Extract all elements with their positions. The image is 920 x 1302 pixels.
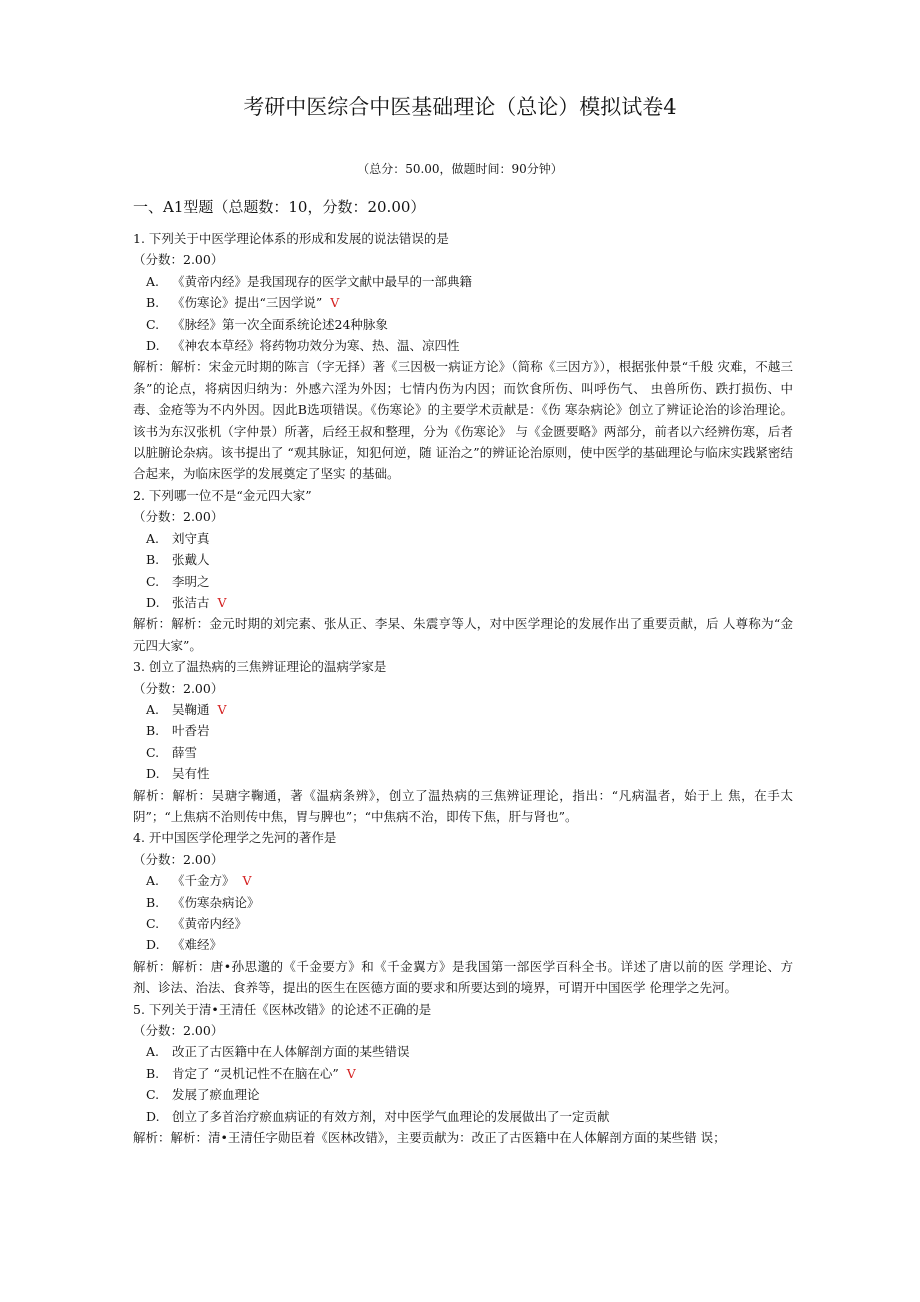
option-letter: D. (146, 338, 160, 354)
option-letter: C. (146, 1087, 160, 1103)
option-letter: B. (146, 894, 160, 910)
question-stem: 3. 创立了温热病的三焦辨证理论的温病学家是 (133, 659, 387, 675)
option-letter: B. (146, 1065, 160, 1081)
explanation: 解析：解析：金元时期的刘完素、张从正、李杲、朱震亨等人，对中医学理论的发展作出了重要贡献，后 人尊称为“金元四大家”。 (133, 616, 793, 653)
option-text: 《黄帝内经》是我国现存的医学文献中最早的一部典籍 (172, 273, 473, 289)
option-letter: A. (146, 873, 160, 889)
question-stem: 4. 开中国医学伦理学之先河的著作是 (133, 830, 337, 846)
option-text: 《难经》 (172, 937, 223, 953)
correct-answer-mark: V (242, 873, 252, 889)
option-text: 《伤寒杂病论》 (172, 894, 260, 910)
option-letter: D. (146, 937, 160, 953)
option (133, 763, 793, 784)
option-text: 发展了瘀血理论 (172, 1087, 260, 1103)
option (133, 549, 793, 570)
option-letter: B. (146, 295, 160, 311)
option (133, 1063, 793, 1084)
question-block (133, 827, 793, 998)
question-score: （分数：2.00） (133, 1023, 224, 1039)
option-text: 肯定了 “灵机记性不在脑在心” (172, 1065, 339, 1081)
explanation: 解析：解析：宋金元时期的陈言（字无择）著《三因极一病证方论》（简称《三因方》），根据张仲景“千般 灾难，不越三条”的论点，将病因归纳为：外感六淫为外因；七情内伤为内因；而饮食所伤、叫呼伤气、 虫兽所伤、跌打损伤、中毒、金疮等为不内外因。因此B选项错误。《伤寒论》的主要学术贡献是：《伤 寒杂病论》创立了辨证论治的诊治理论。该书为东汉张机（字仲景）所著，后经王叔和整理，分为《伤寒论》 与《金匮要略》两部分，前者以六经辨伤寒，后者以脏腑论杂病。该书提出了 “观其脉证，知犯何逆，随 证治之”的辨证论治原则，使中医学的基础理论与临床实践紧密结合起来，为临床医学的发展奠定了坚实 的基础。 (133, 359, 793, 482)
question-score: （分数：2.00） (133, 680, 224, 696)
option-text: 叶香岩 (172, 723, 210, 739)
option-letter: A. (146, 273, 160, 289)
correct-answer-mark: V (330, 295, 340, 311)
option (133, 913, 793, 934)
option (133, 699, 793, 720)
option-text: 《脉经》第一次全面系统论述24种脉象 (172, 316, 388, 332)
option-letter: B. (146, 552, 160, 568)
question-block (133, 485, 793, 656)
option-letter: D. (146, 594, 160, 610)
question-block (133, 656, 793, 827)
option (133, 314, 793, 335)
option-letter: B. (146, 723, 160, 739)
option-text: 刘守真 (172, 530, 210, 546)
explanation: 解析：解析：清•王清任字勋臣着《医林改错》，主要贡献为：改正了古医籍中在人体解剖方面的某些错 误； (133, 1130, 726, 1146)
option (133, 742, 793, 763)
option-letter: D. (146, 1108, 160, 1124)
correct-answer-mark: V (217, 701, 227, 717)
explanation: 解析：解析：吴瑭字鞠通，著《温病条辨》，创立了温热病的三焦辨证理论，指出：“凡病温者，始于上 焦，在手太阴”；“上焦病不治则传中焦，胃与脾也”；“中焦病不治，即传下焦，肝与肾也”。 (133, 787, 793, 824)
question-stem: 1. 下列关于中医学理论体系的形成和发展的说法错误的是 (133, 231, 449, 246)
option-letter: C. (146, 573, 160, 589)
option (133, 528, 793, 549)
option-text: 《神农本草经》将药物功效分为寒、热、温、凉四性 (172, 338, 460, 354)
option-text: 吴鞠通 (172, 701, 210, 717)
option-text: 李明之 (172, 573, 210, 589)
option-text: 吴有性 (172, 766, 210, 782)
question-block (133, 999, 793, 1149)
option (133, 1106, 793, 1127)
option (133, 870, 793, 891)
option (133, 292, 793, 313)
question-stem: 5. 下列关于清•王清任《医林改错》的论述不正确的是 (133, 1001, 432, 1017)
option-text: 改正了古医籍中在人体解剖方面的某些错误 (172, 1044, 410, 1060)
option (133, 271, 793, 292)
correct-answer-mark: V (217, 594, 227, 610)
option-text: 张戴人 (172, 552, 210, 568)
option (133, 720, 793, 741)
correct-answer-mark: V (346, 1065, 356, 1081)
question-score: （分数：2.00） (133, 252, 224, 268)
option-text: 张洁古 (172, 594, 210, 610)
option-letter: C. (146, 916, 160, 931)
option-letter: A. (146, 530, 160, 546)
option-letter: A. (146, 1044, 160, 1060)
option-letter: A. (146, 701, 160, 717)
option-text: 创立了多首治疗瘀血病证的有效方剂，对中医学气血理论的发展做出了一定贡献 (172, 1108, 610, 1124)
option (133, 571, 793, 592)
option-letter: C. (146, 744, 160, 760)
explanation: 解析：解析：唐•孙思邈的《千金要方》和《千金翼方》是我国第一部医学百科全书。详述了唐以前的医 学理论、方剂、诊法、治法、食养等，提出的医生在医德方面的要求和所要达到的境界，可谓开中国医学 伦理学之先河。 (133, 958, 793, 996)
option-text: 薛雪 (172, 744, 198, 760)
option (133, 934, 793, 955)
exam-meta: （总分：50.00，做题时间：90分钟） (357, 162, 563, 176)
question-score: （分数：2.00） (133, 509, 224, 525)
question-block (133, 228, 793, 485)
section-heading: 一、A1型题（总题数：10，分数：20.00） (133, 198, 426, 216)
option-text: 《千金方》 (172, 873, 235, 889)
question-score: （分数：2.00） (133, 851, 224, 867)
option-text: 《黄帝内经》 (172, 916, 248, 931)
page-title: 考研中医综合中医基础理论（总论）模拟试卷4 (243, 95, 677, 119)
option (133, 1041, 793, 1062)
option (133, 1084, 793, 1105)
option-letter: D. (146, 766, 160, 782)
option (133, 592, 793, 613)
question-list (133, 228, 793, 1148)
question-stem: 2. 下列哪一位不是“金元四大家” (133, 487, 312, 503)
option-text: 《伤寒论》提出“三因学说” (172, 295, 323, 311)
option-letter: C. (146, 316, 160, 332)
option (133, 335, 793, 356)
option (133, 892, 793, 913)
